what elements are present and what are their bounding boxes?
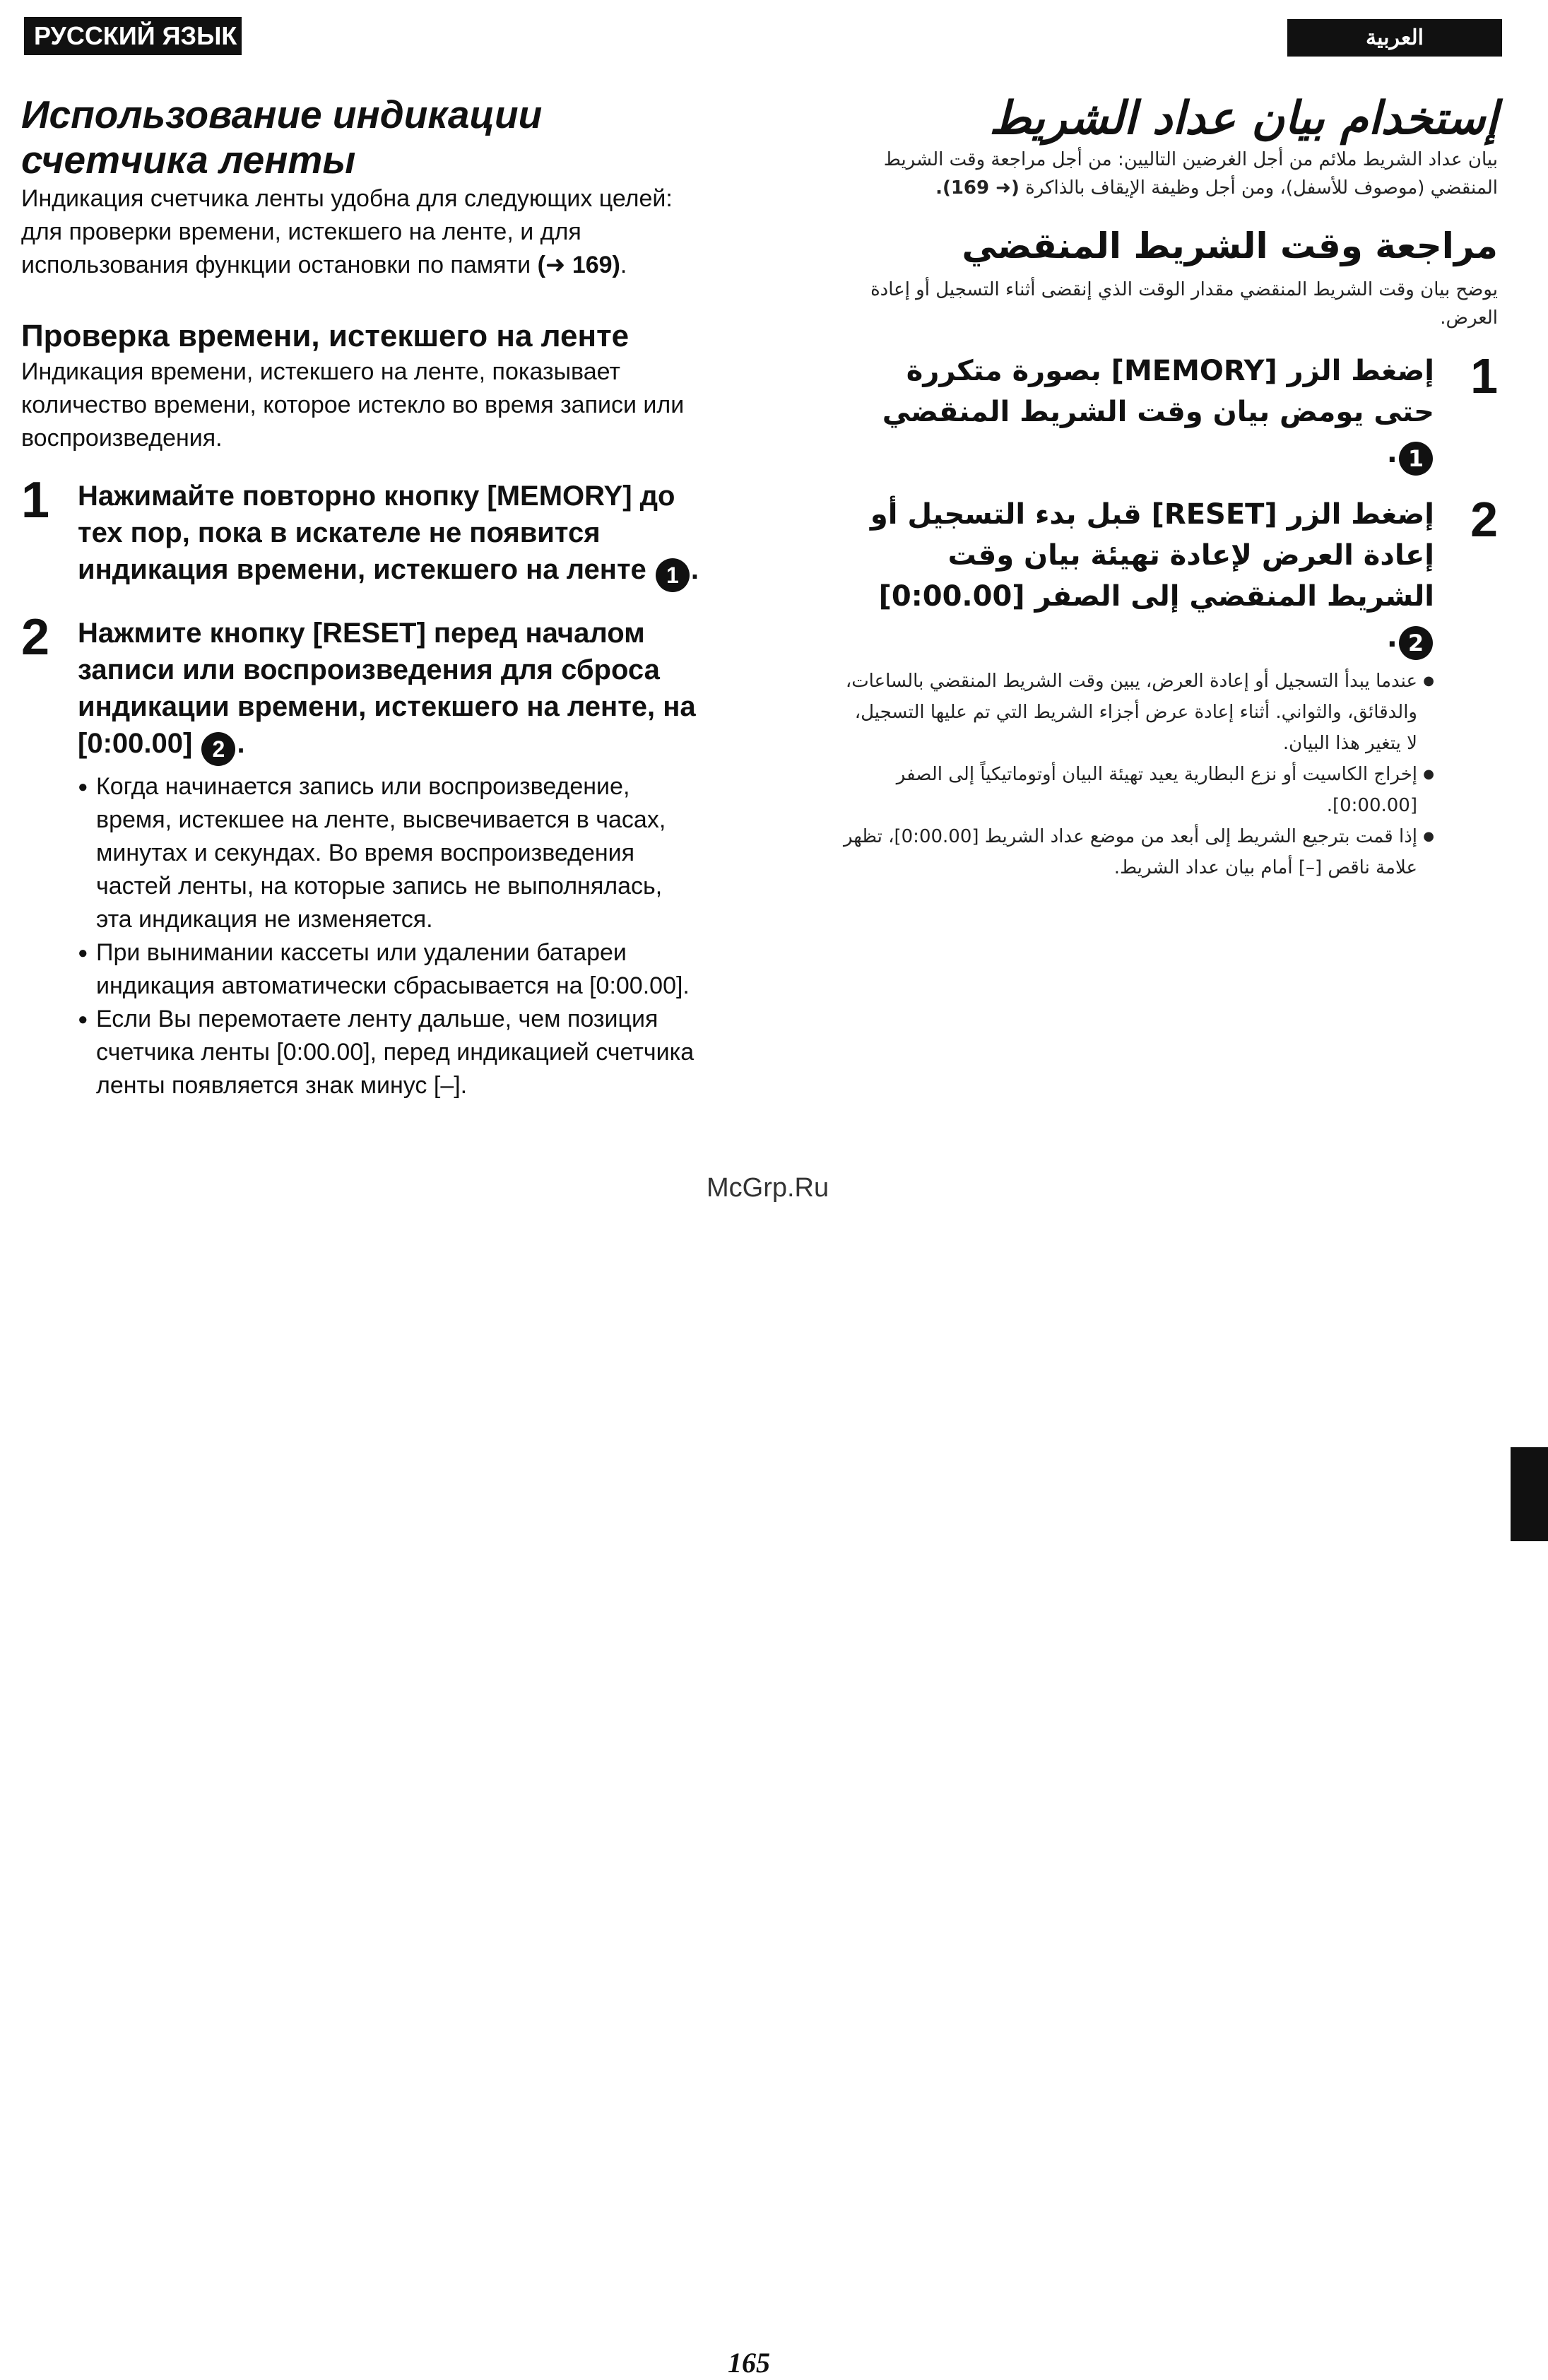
ar-intro-text: بيان عداد الشريط ملائم من أجل الغرضين التاليين: من أجل مراجعة وقت الشريط المنقضي (موصوف للأسفل)، ومن أجل وظيفة الإيقاف بالذاكرة: [883, 149, 1498, 199]
ru-step-text: [78, 615, 699, 766]
ru-intro-text: Индикация счетчика ленты удобна для следующих целей: для проверки времени, истекшего на ленте, и для использования функции остановки по памяти: [21, 185, 673, 278]
ru-intro-ref: (➜ 169): [537, 252, 620, 278]
ar-step-1-label: إضغط الزر [MEMORY] بصورة متكررة حتى يومض بيان وقت الشريط المنقضي: [882, 355, 1434, 428]
ru-step-2: [21, 609, 699, 1102]
ar-step-text: [841, 350, 1434, 476]
ru-step-1-end: .: [690, 554, 699, 585]
ar-step-1-end: .: [1386, 437, 1398, 469]
ar-step-2-end: .: [1386, 621, 1398, 654]
ar-intro-ref: (➜ 169).: [935, 177, 1020, 199]
ru-page-title: Использование индикации счетчика ленты: [21, 93, 543, 182]
language-tab-russian: РУССКИЙ ЯЗЫК: [24, 17, 242, 55]
ru-notes-list: [78, 770, 699, 1102]
ar-step-2-label: إضغط الزر [RESET] قبل بدء التسجيل أو إعادة العرض لإعادة تهيئة بيان وقت الشريط المنقضي إلى الصفر [0:00.00]: [870, 498, 1434, 613]
ar-step-text: [841, 494, 1434, 660]
ru-note-item: ● Когда начинается запись или воспроизведение, время, истекшее на ленте, высвечивается в часах, минутах и секундах. Во время воспроизведения частей ленты, на которые запись не выполнялась, эта индикация не изменяется.: [78, 770, 699, 936]
callout-marker-2-icon: 2: [1399, 626, 1433, 660]
ru-step-2-label: Нажмите кнопку [RESET] перед началом записи или воспроизведения для сброса индикации времени, истекшего на ленте, на [0:00.00]: [78, 618, 696, 759]
ru-note-item: ● Если Вы перемотаете ленту дальше, чем позиция счетчика ленты [0:00.00], перед индикацией счетчика ленты появляется знак минус [–].: [78, 1003, 699, 1102]
ar-step-number: 1: [1470, 348, 1498, 403]
ru-step-number: 2: [21, 609, 50, 666]
watermark-text: McGrp.Ru: [707, 1173, 829, 1203]
ru-step-1-label: Нажимайте повторно кнопку [MEMORY] до тех пор, пока в искателе не появится индикация времени, истекшего на ленте: [78, 481, 675, 585]
ar-section-title: مراجعة وقت الشريط المنقضي: [962, 225, 1498, 266]
ru-step-1: [21, 472, 699, 592]
ru-step-text: [78, 478, 699, 592]
arabic-column: [841, 92, 1498, 883]
language-tab-arabic: العربية: [1287, 19, 1502, 57]
ar-intro: [841, 146, 1498, 202]
callout-marker-2-icon: 2: [201, 732, 235, 766]
ar-step-number: 2: [1470, 492, 1498, 547]
ru-intro: Индикация счетчика ленты удобна для следующих целей: для проверки времени, истекшего на ленте, и для использования функции остановки по памяти (➜ 169).: [21, 185, 673, 278]
ru-section-text: Индикация времени, истекшего на ленте, показывает количество времени, которое истекло во время записи или воспроизведения.: [21, 358, 685, 452]
russian-column: [21, 92, 699, 1102]
ru-step-number: 1: [21, 472, 50, 529]
ar-note-item: ● إخراج الكاسيت أو نزع البطارية يعيد تهيئة البيان أوتوماتيكياً إلى الصفر [0:00.00].: [841, 759, 1434, 821]
ru-section-title: Проверка времени, истекшего на ленте: [21, 319, 630, 353]
ar-note-item: ● عندما يبدأ التسجيل أو إعادة العرض، يبين وقت الشريط المنقضي بالساعات، والدقائق، والثواني. أثناء إعادة عرض أجزاء الشريط التي تم عليها التسجيل، لا يتغير هذا البيان.: [841, 666, 1434, 759]
ar-section-text: يوضح بيان وقت الشريط المنقضي مقدار الوقت الذي إنقضى أثناء التسجيل أو إعادة العرض.: [870, 279, 1498, 329]
ru-step-2-end: .: [237, 728, 245, 759]
callout-marker-1-icon: 1: [656, 558, 690, 592]
ar-step-1: [841, 350, 1498, 476]
callout-marker-1-icon: 1: [1399, 442, 1433, 476]
ar-note-item: ● إذا قمت بترجيع الشريط إلى أبعد من موضع عداد الشريط [0:00.00]، تظهر علامة ناقص [–] أمام بيان عداد الشريط.: [841, 821, 1434, 883]
ar-notes-list: [841, 666, 1498, 883]
ar-step-2: [841, 494, 1498, 660]
ru-note-item: ● При вынимании кассеты или удалении батареи индикация автоматически сбрасывается на [0:00.00].: [78, 936, 699, 1003]
ar-page-title: إستخدام بيان عداد الشريط: [989, 93, 1498, 145]
page-number: 165: [728, 2347, 770, 2379]
side-thumb-tab: [1511, 1447, 1548, 1541]
